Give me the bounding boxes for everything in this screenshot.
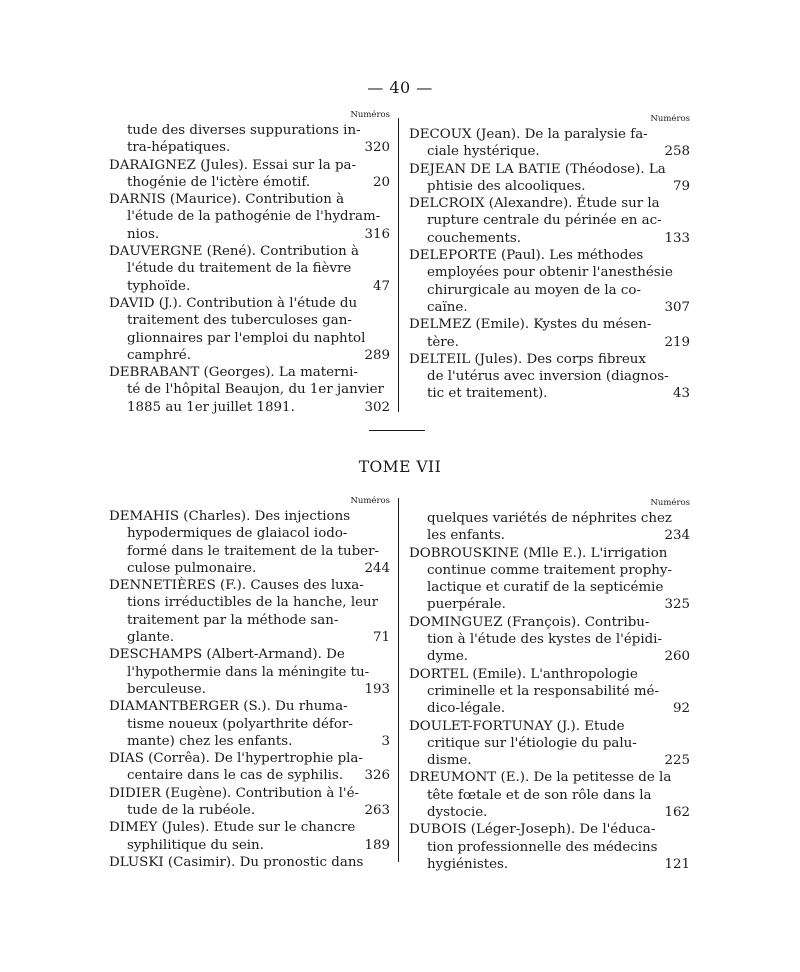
entry-number: 193 — [364, 681, 390, 697]
entry-number: 289 — [364, 347, 390, 363]
index-entry-continuation — [109, 174, 390, 191]
entry-text: rupture centrale du périnée en ac- — [427, 213, 662, 229]
numeros-header: Numéros — [650, 114, 690, 124]
entry-number: 325 — [664, 597, 690, 613]
entry-text: berculeuse. — [127, 681, 206, 697]
entry-number: 320 — [364, 140, 390, 156]
entry-number: 71 — [372, 630, 390, 646]
index-entry-continuation — [409, 700, 690, 717]
entry-text: criminelle et la responsabilité mé- — [427, 683, 659, 699]
index-entry-line — [409, 161, 690, 178]
entry-text: DESCHAMPS (Albert-Armand). De — [109, 647, 345, 663]
index-entry-continuation — [109, 381, 390, 398]
index-entry-line — [409, 614, 690, 631]
entry-text: couchements. — [427, 230, 521, 246]
entry-text: DEMAHIS (Charles). Des injections — [109, 509, 351, 524]
index-entry-continuation — [109, 767, 390, 784]
entry-number: 162 — [664, 805, 690, 821]
entry-text: tra-hépatiques. — [127, 140, 231, 156]
entry-number: 219 — [664, 334, 690, 350]
entry-text: DELMEZ (Emile). Kystes du mésen- — [409, 317, 652, 333]
entry-number: 316 — [364, 226, 390, 242]
index-entry-line — [109, 698, 390, 715]
entry-number: 43 — [672, 386, 690, 402]
entry-number: 263 — [364, 803, 390, 819]
index-entry-continuation — [409, 648, 690, 665]
entry-text: employées pour obtenir l'anesthésie — [427, 265, 673, 281]
section-divider — [369, 430, 425, 431]
index-entry-continuation — [409, 752, 690, 769]
entry-text: tère. — [427, 334, 459, 350]
entry-number: 260 — [664, 649, 690, 665]
page-number: — 40 — — [367, 78, 433, 97]
entry-text: hygiénistes. — [427, 856, 509, 872]
index-entry-continuation — [109, 260, 390, 277]
entry-text: tions irréductibles de la hanche, leur — [127, 595, 379, 611]
index-entry-continuation — [109, 208, 390, 225]
index-entry-continuation — [109, 525, 390, 542]
index-entry-line — [409, 821, 690, 838]
index-entry-continuation — [109, 629, 390, 646]
entry-number: 189 — [364, 837, 390, 853]
entry-text: DIDIER (Eugène). Contribution à l'é- — [109, 785, 360, 801]
index-entry-line — [109, 750, 390, 767]
entry-text: culose pulmonaire. — [127, 560, 257, 576]
index-entry-continuation — [409, 264, 690, 281]
entry-text: puerpérale. — [427, 597, 506, 613]
entry-text: DEBRABANT (Georges). La materni- — [109, 365, 358, 381]
index-entry-line — [109, 819, 390, 836]
index-entry-continuation — [409, 368, 690, 385]
index-entry-line — [109, 191, 390, 208]
entry-text: DORTEL (Emile). L'anthropologie — [409, 666, 638, 682]
entry-text: camphré. — [127, 347, 191, 363]
entry-text: DUBOIS (Léger-Joseph). De l'éduca- — [409, 822, 656, 838]
entry-text: té de l'hôpital Beaujon, du 1er janvier — [127, 382, 384, 398]
index-entry-line — [109, 854, 390, 871]
entry-text: lactique et curatif de la septicémie — [427, 580, 664, 596]
section-title: TOME VII — [358, 458, 442, 476]
entry-text: DOULET-FORTUNAY (J.). Etude — [409, 718, 625, 734]
index-entry-line — [409, 351, 690, 368]
entry-text: DLUSKI (Casimir). Du pronostic dans — [109, 854, 364, 870]
entry-text: continue comme traitement prophy- — [427, 562, 672, 578]
entry-text: dyme. — [427, 649, 469, 665]
entry-text: de l'utérus avec inversion (diagnos- — [427, 369, 669, 385]
index-entry-continuation — [109, 543, 390, 560]
entry-text: tête fœtale et de son rôle dans la — [427, 787, 652, 803]
entry-text: traitement par la méthode san- — [127, 612, 339, 628]
entry-number: 92 — [672, 701, 690, 717]
index-entry-continuation — [409, 385, 690, 402]
entry-number: 234 — [664, 528, 690, 544]
index-entries — [109, 508, 390, 871]
entry-text: DARAIGNEZ (Jules). Essai sur la pa- — [109, 157, 357, 173]
index-entry-continuation — [109, 716, 390, 733]
index-entry-continuation — [409, 230, 690, 247]
entry-text: nios. — [127, 226, 160, 242]
index-entry-continuation — [409, 510, 690, 527]
index-entry-continuation — [409, 839, 690, 856]
entry-text: DARNIS (Maurice). Contribution à — [109, 192, 345, 208]
index-entry-line — [409, 316, 690, 333]
entry-text: les enfants. — [427, 528, 505, 544]
index-entry-continuation — [409, 212, 690, 229]
entry-text: hypodermiques de glaiacol iodo- — [127, 526, 348, 542]
column-separator — [398, 118, 399, 412]
index-entry-line — [109, 785, 390, 802]
entry-text: chirurgicale au moyen de la co- — [427, 282, 641, 298]
index-entry-line — [109, 508, 390, 525]
numeros-header: Numéros — [650, 498, 690, 508]
index-entry-continuation — [109, 226, 390, 243]
index-entries — [409, 510, 690, 873]
index-entry-continuation — [109, 139, 390, 156]
index-entry-continuation — [409, 562, 690, 579]
entry-text: typhoïde. — [127, 278, 191, 294]
numeros-header: Numéros — [350, 110, 390, 120]
index-entry-line — [109, 364, 390, 381]
entry-number: 302 — [364, 399, 390, 415]
index-entries — [109, 122, 390, 416]
entry-number: 244 — [364, 560, 390, 576]
entry-text: tisme noueux (polyarthrite défor- — [127, 716, 353, 732]
column-separator — [398, 498, 399, 862]
index-entry-continuation — [109, 733, 390, 750]
entry-text: tude de la rubéole. — [127, 803, 256, 819]
entry-text: mante) chez les enfants. — [127, 733, 293, 749]
lower-right-column — [409, 498, 690, 873]
index-entry-continuation — [109, 612, 390, 629]
entry-text: DREUMONT (E.). De la petitesse de la — [409, 770, 672, 786]
entry-text: tic et traitement). — [427, 386, 548, 402]
index-entry-line — [109, 157, 390, 174]
index-entry-continuation — [109, 681, 390, 698]
index-entry-continuation — [109, 802, 390, 819]
entry-text: l'étude de la pathogénie de l'hydram- — [127, 209, 381, 225]
entry-number: 47 — [372, 278, 390, 294]
index-entry-line — [109, 243, 390, 260]
index-entry-continuation — [409, 631, 690, 648]
index-entry-continuation — [409, 579, 690, 596]
entry-number: 326 — [364, 768, 390, 784]
entry-text: DELTEIL (Jules). Des corps fibreux — [409, 351, 646, 367]
index-entry-continuation — [409, 282, 690, 299]
entry-text: quelques variétés de néphrites chez — [427, 511, 672, 526]
index-entry-line — [109, 646, 390, 663]
index-entry-line — [409, 666, 690, 683]
entry-text: tion professionnelle des médecins — [427, 839, 658, 855]
entry-text: critique sur l'étiologie du palu- — [427, 735, 637, 751]
entry-text: DEJEAN DE LA BATIE (Théodose). La — [409, 161, 666, 177]
index-entry-continuation — [409, 856, 690, 873]
index-entry-continuation — [109, 837, 390, 854]
index-entry-continuation — [109, 560, 390, 577]
entry-text: DIAS (Corrêa). De l'hypertrophie pla- — [109, 751, 363, 767]
entry-number: 133 — [664, 230, 690, 246]
index-entry-continuation — [109, 312, 390, 329]
index-entry-continuation — [109, 122, 390, 139]
upper-right-column — [409, 114, 690, 403]
index-entry-line — [109, 577, 390, 594]
index-entry-continuation — [409, 735, 690, 752]
index-entry-continuation — [109, 594, 390, 611]
entry-text: DELCROIX (Alexandre). Étude sur la — [409, 196, 660, 212]
entry-text: phtisie des alcooliques. — [427, 178, 586, 194]
index-entry-continuation — [109, 330, 390, 347]
entry-text: formé dans le traitement de la tuber- — [127, 543, 380, 559]
entry-text: DAVID (J.). Contribution à l'étude du — [109, 295, 358, 311]
index-entry-continuation — [109, 278, 390, 295]
entry-text: DENNETIÈRES (F.). Causes des luxa- — [109, 578, 364, 594]
entry-text: l'hypothermie dans la méningite tu- — [127, 664, 370, 680]
index-entry-continuation — [109, 664, 390, 681]
entry-text: tude des diverses suppurations in- — [127, 123, 361, 138]
entry-text: dico-légale. — [427, 701, 506, 717]
entry-text: glionnaires par l'emploi du naphtol — [127, 330, 366, 346]
entry-text: thogénie de l'ictère émotif. — [127, 174, 311, 190]
entry-number: 20 — [372, 174, 390, 190]
entry-text: ciale hystérique. — [427, 144, 540, 160]
index-entry-line — [109, 295, 390, 312]
index-entry-continuation — [409, 334, 690, 351]
entry-text: 1885 au 1er juillet 1891. — [127, 399, 295, 415]
index-entry-line — [409, 545, 690, 562]
index-entries — [409, 126, 690, 403]
entry-number: 79 — [672, 178, 690, 194]
entry-text: syphilitique du sein. — [127, 837, 264, 853]
entry-text: centaire dans le cas de syphilis. — [127, 768, 344, 784]
index-entry-continuation — [409, 527, 690, 544]
entry-text: traitement des tuberculoses gan- — [127, 313, 352, 329]
entry-number: 307 — [664, 299, 690, 315]
entry-number: 225 — [664, 753, 690, 769]
index-entry-line — [409, 718, 690, 735]
index-entry-continuation — [409, 143, 690, 160]
numeros-header: Numéros — [350, 496, 390, 506]
index-entry-line — [409, 769, 690, 786]
index-entry-line — [409, 126, 690, 143]
index-entry-continuation — [409, 178, 690, 195]
index-entry-line — [409, 195, 690, 212]
index-entry-continuation — [409, 787, 690, 804]
index-entry-continuation — [409, 804, 690, 821]
entry-text: DIAMANTBERGER (S.). Du rhuma- — [109, 699, 348, 715]
entry-text: l'étude du traitement de la fièvre — [127, 261, 352, 277]
entry-text: DECOUX (Jean). De la paralysie fa- — [409, 127, 648, 142]
entry-text: tion à l'étude des kystes de l'épidi- — [427, 632, 662, 648]
index-entry-continuation — [109, 347, 390, 364]
entry-text: DOBROUSKINE (Mlle E.). L'irrigation — [409, 545, 668, 561]
entry-text: dystocie. — [427, 805, 488, 821]
entry-text: glante. — [127, 630, 175, 646]
upper-left-column — [109, 110, 390, 416]
entry-text: caïne. — [427, 299, 468, 315]
index-entry-continuation — [409, 596, 690, 613]
entry-text: DOMINGUEZ (François). Contribu- — [409, 614, 650, 630]
index-entry-continuation — [409, 683, 690, 700]
entry-number: 3 — [381, 733, 390, 749]
index-entry-continuation — [409, 299, 690, 316]
entry-text: DAUVERGNE (René). Contribution à — [109, 244, 359, 260]
index-entry-line — [409, 247, 690, 264]
entry-text: DIMEY (Jules). Etude sur le chancre — [109, 820, 356, 836]
entry-text: disme. — [427, 753, 472, 769]
entry-number: 121 — [664, 856, 690, 872]
lower-left-column — [109, 496, 390, 871]
entry-number: 258 — [664, 144, 690, 160]
entry-text: DELEPORTE (Paul). Les méthodes — [409, 248, 644, 264]
index-entry-continuation — [109, 399, 390, 416]
